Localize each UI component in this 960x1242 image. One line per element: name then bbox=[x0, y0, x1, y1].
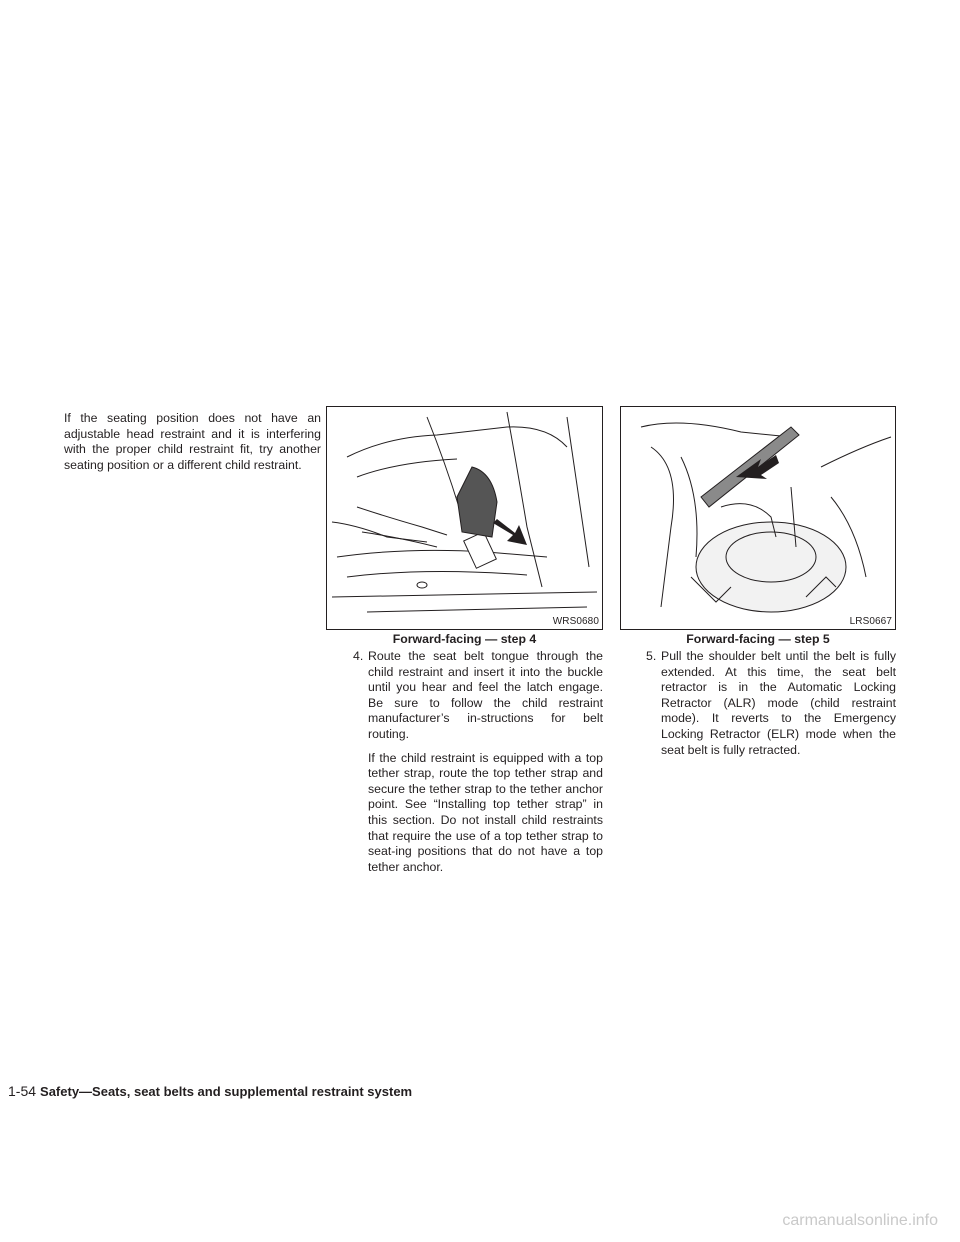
illustration-seat-belt-buckle bbox=[327, 407, 602, 629]
step-5 bbox=[646, 649, 896, 766]
step-paragraph: Route the seat belt tongue through the child restraint and insert it into the buckle until you hear and feel the latch engage. Be sure to follow the child restraint manufacturer’s in-structions for belt routing. bbox=[368, 649, 603, 741]
figure-caption: Forward-facing — step 4 bbox=[392, 632, 537, 646]
figure-step-4 bbox=[326, 406, 603, 630]
step-4 bbox=[353, 649, 603, 883]
step-paragraph: Pull the shoulder belt until the belt is fully extended. At this time, the seat belt retractor is in the Automatic Locking Retractor (ALR) mode (child restraint mode). It reverts to the Emergency Locking Retractor (ELR) mode when the seat belt is fully retracted. bbox=[661, 649, 896, 757]
figure-code: LRS0667 bbox=[849, 616, 892, 627]
figure-code: WRS0680 bbox=[552, 616, 599, 627]
page-number: 1-54 bbox=[8, 1083, 37, 1099]
page-footer bbox=[8, 1083, 412, 1099]
section-title: Safety—Seats, seat belts and supplemental restraint system bbox=[40, 1084, 413, 1099]
watermark: carmanualsonline.info bbox=[782, 1212, 938, 1229]
figure-step-5 bbox=[620, 406, 896, 630]
step-number: 5. bbox=[646, 649, 657, 663]
illustration-shoulder-belt bbox=[621, 407, 895, 629]
intro-paragraph: If the seating position does not have an adjustable head restraint and it is interfering with the proper child restraint fit, try another seating position or a different child restraint. bbox=[64, 411, 321, 472]
figure-caption: Forward-facing — step 5 bbox=[686, 632, 830, 646]
step-number: 4. bbox=[353, 649, 364, 663]
step-paragraph: If the child restraint is equipped with a top tether strap, route the top tether strap and secure the tether strap to the tether anchor point. See “Installing top tether strap” in this section. Do not install child restraints that require the use of a top tether strap to seat-ing positions that do not have a top tether anchor. bbox=[368, 750, 603, 874]
